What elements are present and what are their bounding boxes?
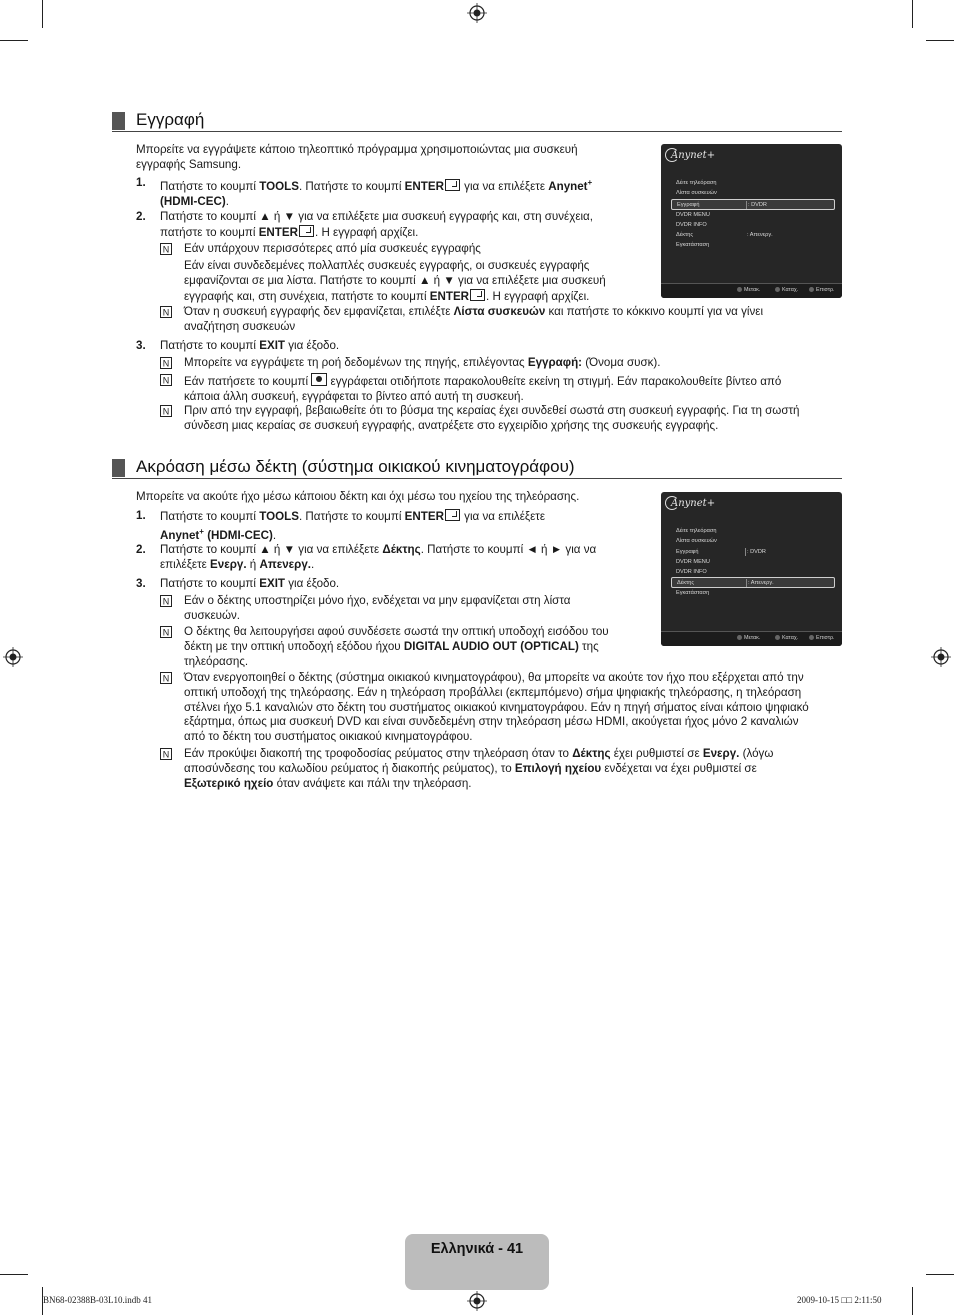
osd-menu-item[interactable]: Εγκατάσταση [676,590,710,597]
osd-menu-item[interactable]: Λίστα συσκευών [676,190,717,197]
osd-menu [671,526,835,599]
registration-mark-icon [467,3,487,23]
note-icon [160,595,172,607]
crop-mark [912,0,913,28]
note-audio-only: N Εάν ο δέκτης υποστηρίζει μόνο ήχο, ενδέχεται να μην εμφανίζεται στη λίστα συσκευών. [160,594,640,624]
osd-menu-item[interactable]: DVDR INFO [676,221,707,228]
osd-menu-item-selected[interactable]: Δέκτης : Απενεργ. [671,577,835,588]
osd-hint-return: Επιστρ. [809,287,835,293]
crop-mark [42,0,43,28]
intro-text: Μπορείτε να εγγράψετε κάποιο τηλεοπτικό πρόγραμμα χρησιμοποιώντας μια συσκευή εγγραφής Samsung. [136,143,578,171]
svg-text:N: N [162,375,170,386]
svg-text:N: N [162,244,170,255]
osd-menu-item[interactable]: Δέιτε τηλεόραση [676,528,717,534]
note-icon [160,672,172,684]
note-optical-connection: N Ο δέκτης θα λειτουργήσει αφού συνδέσετε σωστά την οπτική υποδοχή εισόδου του δέκτη με την οπτική υποδοχή εξόδου ήχου DIGITAL AUDIO OUT (OPTICAL) της τηλεόρασης. [160,625,640,669]
registration-mark-icon [931,647,951,667]
note-antenna: N Πριν από την εγγραφή, βεβαιωθείτε ότι το βύσμα της κεραίας έχει συνδεθεί σωστά στη συσκευή εγγραφής. Για τη σωστή σύνδεση μιας κεραίας σε συσκευή εγγραφής, ανατρέξετε στο εγχειρίδιο χρήσης της συσκευής εγγραφής. [160,404,840,434]
osd-menu [671,178,835,251]
note-multiple-recorders-body: Εάν είναι συνδεδεμένες πολλαπλές συσκευές εγγραφής, οι συσκευές εγγραφής εμφανίζονται σε μια λίστα. Πατήστε το κουμπί ▲ ή ▼ για να επιλέξετε μια συσκευή εγγραφής και, στη συνέχεια, πατήστε το κουμπί ENTER . Η εγγραφή αρχίζει. [184,259,606,303]
step-1: 1. Πατήστε το κουμπί TOOLS. Πατήστε το κουμπί ENTER για να επιλέξετε Anynet+ (HDMI-CEC). [136,509,546,542]
step-1: 1. Πατήστε το κουμπί TOOLS. Πατήστε το κουμπί ENTER για να επιλέξετε Anynet+ (HDMI-CEC). [136,176,593,208]
svg-text:N: N [162,673,170,684]
note-icon [160,374,172,386]
osd-menu-item[interactable]: Λίστα συσκευών [676,538,717,545]
note-icon [160,357,172,369]
page-number-tab [405,1234,549,1290]
enter-icon [445,179,460,191]
print-footer-date: 2009-10-15 □□ 2:11:50 [797,1295,882,1305]
note-record-source: N Μπορείτε να εγγράψετε τη ροή δεδομένων της πηγής, επιλέγοντας Εγγραφή: (Όνομα συσκ). [160,356,840,372]
record-button-icon [311,373,327,386]
note-home-theatre-audio: N Όταν ενεργοποιηθεί ο δέκτης (σύστημα οικιακού κινηματογράφου), θα μπορείτε να ακούτε τον ήχο που εξέρχεται από την οπτική υποδοχή της τηλεόρασης. Εάν η τηλεόραση προβάλλει (εκπεμπόμενο) σήμα ψηφιακής τηλεόρασης, η τηλεόραση στέλνει ήχο 5.1 καναλιών στο δέκτη του συστήματος οικιακού κινηματογράφου. Εάν η πηγή σήματος είναι κάποιο ψηφιακό εξάρτημα, όπως μια συσκευή DVD και είναι συνδεδεμένη στην τηλεόραση μέσω HDMI, ακούγεται ήχος μόνο 2 καναλιών από το δέκτη του συστήματος οικιακού κινηματογράφου. [160,671,850,747]
crop-mark [0,1274,28,1275]
osd-menu-item[interactable]: DVDR MENU [676,211,710,218]
intro-text: Μπορείτε να ακούτε ήχο μέσω κάποιου δέκτη και όχι μέσω του ηχείου της τηλεόρασης. [136,490,580,503]
svg-text:N: N [162,307,170,318]
note-icon [160,243,172,255]
step-2: 2. Πατήστε το κουμπί ▲ ή ▼ για να επιλέξετε μια συσκευή εγγραφής και, στη συνέχεια, πατήστε το κουμπί ENTER . Η εγγραφή αρχίζει. [136,210,593,239]
step-2: 2. Πατήστε το κουμπί ▲ ή ▼ για να επιλέξετε Δέκτης. Πατήστε το κουμπί ◄ ή ► για να επιλέξετε Ενεργ. ή Απενεργ.. [136,543,597,571]
svg-text:N: N [162,596,170,607]
anynet-osd-receiver [661,492,842,646]
osd-menu-item-selected[interactable]: Εγγραφή : DVDR [671,199,835,210]
section-title: Ακρόαση μέσω δέκτη (σύστημα οικιακού κινηματογράφου) [136,457,575,476]
osd-footer [661,283,842,298]
note-record-button: N Εάν πατήσετε το κουμπί εγγράφεται οτιδήποτε παρακολουθείτε εκείνη τη στιγμή. Εάν παρακολουθείτε βίντεο από κάποια άλλη συσκευή, εγγράφεται το βίντεο από αυτή τη συσκευή. [160,373,840,403]
osd-hint-move: Μετακ. [737,287,760,293]
svg-text:N: N [162,358,170,369]
anynet-logo: Anynet+ [671,150,716,161]
osd-hint-move: Μετακ. [737,635,760,641]
osd-menu-item[interactable]: DVDR MENU [676,558,710,565]
note-multiple-recorders: N Εάν υπάρχουν περισσότερες από μία συσκευές εγγραφής [160,242,640,258]
osd-menu-item[interactable]: Δέκτης : Απενεργ. [676,232,773,239]
svg-text:N: N [162,749,170,760]
note-power-interruption: N Εάν προκύψει διακοπή της τροφοδοσίας ρεύματος στην τηλεόραση όταν το Δέκτης έχει ρυθμιστεί σε Ενεργ. (λόγω αποσύνδεσης του καλωδίου ρεύματος ή διακοπής ρεύματος), το Επιλογή ηχείου ενδέχεται να έχει ρυθμιστεί σε Εξωτερικό ηχείο όταν ανάψετε και πάλι την τηλεόραση. [160,747,850,793]
anynet-osd-recording [661,144,842,298]
osd-hint-return: Επιστρ. [809,635,835,641]
enter-icon [299,225,314,237]
osd-menu-item[interactable]: Εγγραφή : DVDR [676,548,766,555]
note-icon [160,748,172,760]
svg-text:N: N [162,627,170,638]
enter-icon [470,289,485,301]
osd-hint-enter: Καταχ. [775,287,798,293]
svg-text:N: N [162,406,170,417]
section-title: Εγγραφή [136,110,205,129]
osd-menu-item[interactable]: DVDR INFO [676,569,707,576]
section-header-recording [112,111,842,132]
page-number: Ελληνικά - 41 [430,1241,524,1257]
anynet-logo: Anynet+ [671,498,716,509]
note-icon [160,306,172,318]
osd-footer [661,631,842,646]
section-bar [112,112,125,130]
note-icon [160,405,172,417]
enter-icon [445,509,460,521]
osd-hint-enter: Καταχ. [775,635,798,641]
step-3: 3. Πατήστε το κουμπί EXIT για έξοδο. [136,577,340,590]
note-recorder-not-shown: N Όταν η συσκευή εγγραφής δεν εμφανίζεται, επιλέξτε Λίστα συσκευών και πατήστε το κόκκινο κουμπί για να γίνει αναζήτηση συσκευών [160,305,840,335]
registration-mark-icon [467,1291,487,1311]
crop-mark [926,40,954,41]
registration-mark-icon [3,647,23,667]
print-footer-file: BN68-02388B-03L10.indb 41 [43,1295,152,1305]
crop-mark [926,1274,954,1275]
crop-mark [0,40,28,41]
section-header-receiver [112,458,842,479]
section-bar [112,459,125,477]
osd-menu-item[interactable]: Δέιτε τηλεόραση [676,180,717,186]
note-icon [160,626,172,638]
osd-menu-item[interactable]: Εγκατάσταση [676,242,710,249]
step-3: 3. Πατήστε το κουμπί EXIT για έξοδο. [136,339,340,352]
crop-mark [912,1287,913,1315]
